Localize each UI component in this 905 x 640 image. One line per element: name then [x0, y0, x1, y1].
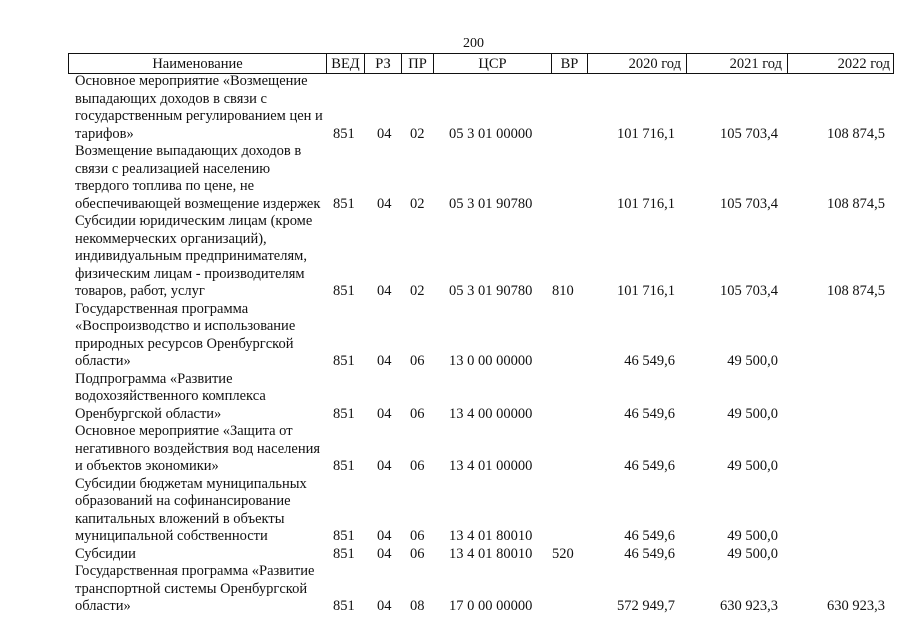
row-2021: 49 500,0 — [727, 528, 778, 544]
row-ved: 851 — [333, 125, 355, 142]
row-2022: 630 923,3 — [827, 598, 885, 614]
row-2020: 101 716,1 — [617, 195, 675, 212]
table-row — [0, 213, 905, 301]
table-row — [0, 73, 905, 143]
row-name: Государственная программа «Воспроизводство и использование природных ресурсов Оренбургской области» — [75, 300, 296, 369]
table-row — [0, 143, 905, 213]
row-name: Основное мероприятие «Возмещение выпадающих доходов в связи с государственным регулированием цен и тарифов» — [75, 73, 323, 142]
row-csr: 05 3 01 90780 — [449, 283, 533, 299]
row-ved: 851 — [333, 545, 355, 562]
row-2020: 572 949,7 — [617, 598, 675, 614]
table-row — [0, 546, 905, 564]
row-name: Возмещение выпадающих доходов в связи с реализацией населению твердого топлива по цене, не обеспечивающей возмещение издержек — [75, 143, 321, 212]
row-ved: 851 — [333, 528, 355, 544]
row-ved: 851 — [333, 283, 355, 299]
row-csr: 13 0 00 00000 — [449, 353, 533, 369]
row-name: Подпрограмма «Развитие водохозяйственного комплекса Оренбургской области» — [75, 370, 266, 422]
row-rz: 04 — [377, 283, 392, 299]
row-ved: 851 — [333, 405, 355, 422]
row-vr: 810 — [552, 283, 574, 299]
row-rz: 04 — [377, 458, 392, 474]
row-pr: 06 — [410, 458, 425, 474]
table-row — [0, 563, 905, 616]
table-row — [0, 476, 905, 546]
row-2020: 46 549,6 — [624, 405, 675, 422]
page-number: 200 — [463, 36, 484, 51]
table-body — [0, 73, 905, 616]
row-2021: 105 703,4 — [720, 125, 778, 142]
row-2021: 105 703,4 — [720, 283, 778, 299]
row-pr: 02 — [410, 195, 425, 212]
header-2020: 2020 год — [588, 54, 687, 73]
row-csr: 13 4 01 80010 — [449, 528, 533, 544]
row-rz: 04 — [377, 195, 392, 212]
header-pr: ПР — [402, 54, 434, 73]
row-pr: 02 — [410, 283, 425, 299]
row-rz: 04 — [377, 405, 392, 422]
row-csr: 13 4 01 80010 — [449, 545, 533, 562]
row-ved: 851 — [333, 353, 355, 369]
table-header — [68, 53, 894, 74]
row-2020: 46 549,6 — [624, 458, 675, 474]
row-rz: 04 — [377, 545, 392, 562]
row-ved: 851 — [333, 195, 355, 212]
row-2021: 49 500,0 — [727, 405, 778, 422]
row-2022: 108 874,5 — [827, 283, 885, 299]
header-vr: ВР — [552, 54, 588, 73]
row-csr: 05 3 01 90780 — [449, 195, 533, 212]
row-2021: 49 500,0 — [727, 353, 778, 369]
row-2021: 49 500,0 — [727, 458, 778, 474]
row-name: Субсидии — [75, 545, 136, 562]
row-2022: 108 874,5 — [827, 195, 885, 212]
header-2022: 2022 год — [788, 54, 894, 73]
row-name: Основное мероприятие «Защита от негативного воздействия вод населения и объектов экономики» — [75, 423, 321, 474]
row-2020: 46 549,6 — [624, 353, 675, 369]
row-2021: 49 500,0 — [727, 545, 778, 562]
header-2021: 2021 год — [687, 54, 788, 73]
row-2021: 105 703,4 — [720, 195, 778, 212]
header-rz: РЗ — [365, 54, 402, 73]
row-ved: 851 — [333, 458, 355, 474]
header-ved: ВЕД — [327, 54, 365, 73]
row-pr: 06 — [410, 405, 425, 422]
row-rz: 04 — [377, 528, 392, 544]
row-csr: 17 0 00 00000 — [449, 598, 533, 614]
row-name: Субсидии бюджетам муниципальных образований на софинансирование капитальных вложений в объекты муниципальной собственности — [75, 475, 307, 544]
row-2021: 630 923,3 — [720, 598, 778, 614]
row-pr: 06 — [410, 528, 425, 544]
row-csr: 13 4 00 00000 — [449, 405, 533, 422]
row-pr: 02 — [410, 125, 425, 142]
row-csr: 13 4 01 00000 — [449, 458, 533, 474]
row-2020: 101 716,1 — [617, 125, 675, 142]
row-pr: 08 — [410, 598, 425, 614]
table-row — [0, 301, 905, 371]
row-pr: 06 — [410, 353, 425, 369]
row-2020: 46 549,6 — [624, 528, 675, 544]
row-rz: 04 — [377, 125, 392, 142]
row-2020: 101 716,1 — [617, 283, 675, 299]
row-ved: 851 — [333, 598, 355, 614]
row-2022: 108 874,5 — [827, 125, 885, 142]
header-name: Наименование — [69, 54, 327, 73]
table-row — [0, 423, 905, 476]
header-csr: ЦСР — [434, 54, 552, 73]
table-row — [0, 371, 905, 424]
row-vr: 520 — [552, 545, 574, 562]
row-csr: 05 3 01 00000 — [449, 125, 533, 142]
row-pr: 06 — [410, 545, 425, 562]
row-2020: 46 549,6 — [624, 545, 675, 562]
row-rz: 04 — [377, 353, 392, 369]
row-name: Субсидии юридическим лицам (кроме некоммерческих организаций), индивидуальным предпринимателям, физическим лицам - производителям товаров, работ, услуг — [75, 213, 313, 299]
row-name: Государственная программа «Развитие транспортной системы Оренбургской области» — [75, 563, 315, 614]
row-rz: 04 — [377, 598, 392, 614]
